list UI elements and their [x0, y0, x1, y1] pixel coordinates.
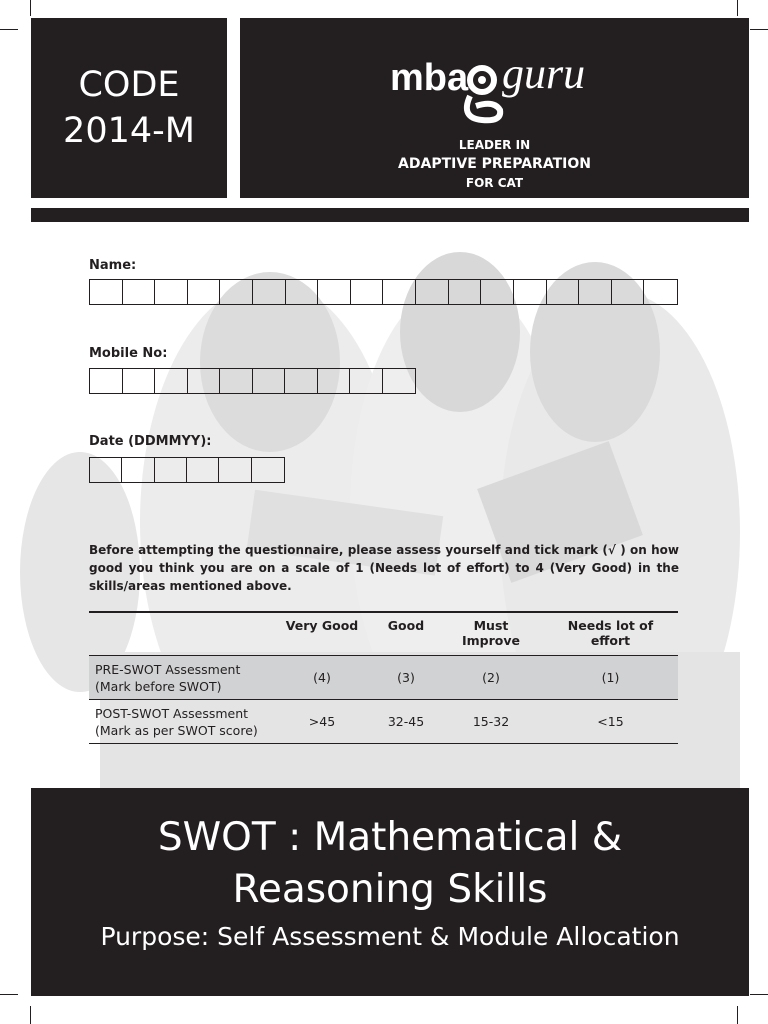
assessment-table: [89, 611, 678, 744]
char-box[interactable]: [220, 280, 253, 304]
char-box[interactable]: [220, 369, 253, 393]
char-box[interactable]: [219, 458, 251, 482]
crop-mark: [737, 0, 738, 16]
table-header-cell: [89, 612, 271, 656]
code-label: CODE: [78, 65, 180, 105]
char-box[interactable]: [416, 280, 449, 304]
table-header-cell: Must Improve: [461, 618, 520, 648]
char-box[interactable]: [579, 280, 612, 304]
char-box[interactable]: [90, 369, 123, 393]
crop-mark: [30, 1006, 31, 1024]
title-line2: Reasoning Skills: [232, 867, 548, 912]
char-box[interactable]: [350, 369, 383, 393]
page-title: [31, 812, 749, 916]
row-label-line2: (Mark before SWOT): [95, 678, 222, 694]
table-header-cell: Needs lot of effort: [567, 618, 654, 648]
row-label: [89, 656, 271, 700]
char-box[interactable]: [253, 369, 286, 393]
crop-mark: [0, 994, 18, 995]
tagline-line2: ADAPTIVE PREPARATION: [398, 156, 591, 172]
table-row: [89, 700, 678, 744]
char-box[interactable]: [318, 369, 351, 393]
row-label-line1: PRE-SWOT Assessment: [95, 661, 241, 677]
char-box[interactable]: [286, 280, 319, 304]
char-box[interactable]: [318, 280, 351, 304]
tagline-line1: LEADER IN: [458, 138, 531, 152]
tagline: [240, 136, 749, 193]
table-cell[interactable]: (1): [601, 670, 620, 685]
char-box[interactable]: [383, 369, 416, 393]
logo-box: [240, 18, 749, 198]
mobile-label: Mobile No:: [89, 346, 168, 361]
char-box[interactable]: [514, 280, 547, 304]
char-box[interactable]: [188, 280, 221, 304]
char-box[interactable]: [188, 369, 221, 393]
mobile-input-grid[interactable]: [89, 368, 416, 394]
name-label: Name:: [89, 258, 137, 273]
char-box[interactable]: [155, 458, 187, 482]
crop-mark: [750, 29, 768, 30]
crop-mark: [0, 29, 18, 30]
table-cell[interactable]: (2): [482, 670, 500, 685]
mbaguru-logo: [390, 48, 600, 138]
name-input-grid[interactable]: [89, 279, 678, 305]
table-cell[interactable]: >45: [308, 714, 336, 729]
table-header-cell: Very Good: [285, 618, 359, 633]
char-box[interactable]: [612, 280, 645, 304]
char-box[interactable]: [351, 280, 384, 304]
date-label: Date (DDMMYY):: [89, 434, 212, 449]
char-box[interactable]: [481, 280, 514, 304]
char-box[interactable]: [187, 458, 219, 482]
crop-mark: [737, 1006, 738, 1024]
row-label-line1: POST-SWOT Assessment: [95, 705, 249, 721]
logo-guru: guru: [502, 49, 586, 98]
crop-mark: [30, 0, 31, 16]
char-box[interactable]: [155, 280, 188, 304]
purpose-text: Purpose: Self Assessment & Module Allocation: [100, 922, 680, 951]
table-header-row: [89, 612, 678, 656]
crop-mark: [750, 994, 768, 995]
char-box[interactable]: [285, 369, 318, 393]
char-box[interactable]: [122, 458, 154, 482]
tagline-line3: FOR CAT: [465, 176, 524, 190]
table-cell[interactable]: (4): [313, 670, 331, 685]
char-box[interactable]: [547, 280, 580, 304]
code-box: [31, 18, 227, 198]
row-label: [89, 700, 271, 744]
divider-bar: [31, 208, 749, 222]
char-box[interactable]: [123, 369, 156, 393]
instruction-text: Before attempting the questionnaire, please assess yourself and tick mark (√ ) on how good you think you are on a scale of 1 (Needs lot of effort) to 4 (Very Good) in the skills/areas mentioned above.: [89, 543, 679, 593]
char-box[interactable]: [155, 369, 188, 393]
table-cell[interactable]: (3): [397, 670, 415, 685]
char-box[interactable]: [90, 458, 122, 482]
table-cell[interactable]: <15: [597, 714, 624, 729]
char-box[interactable]: [123, 280, 156, 304]
row-label-line2: (Mark as per SWOT score): [95, 722, 258, 738]
char-box[interactable]: [644, 280, 677, 304]
char-box[interactable]: [90, 280, 123, 304]
title-line1: SWOT : Mathematical &: [157, 815, 623, 860]
logo-mba: mba: [390, 57, 469, 99]
table-cell[interactable]: 32-45: [387, 714, 425, 729]
char-box[interactable]: [252, 458, 284, 482]
logo-g-tail: [467, 96, 500, 120]
code-value: 2014-M: [63, 111, 195, 151]
char-box[interactable]: [449, 280, 482, 304]
footer-box: [31, 788, 749, 996]
logo-target-dot: [478, 76, 486, 84]
char-box[interactable]: [253, 280, 286, 304]
date-input-grid[interactable]: [89, 457, 285, 483]
char-box[interactable]: [383, 280, 416, 304]
table-header-cell: Good: [387, 618, 425, 633]
table-row: [89, 656, 678, 700]
table-cell[interactable]: 15-32: [472, 714, 510, 729]
